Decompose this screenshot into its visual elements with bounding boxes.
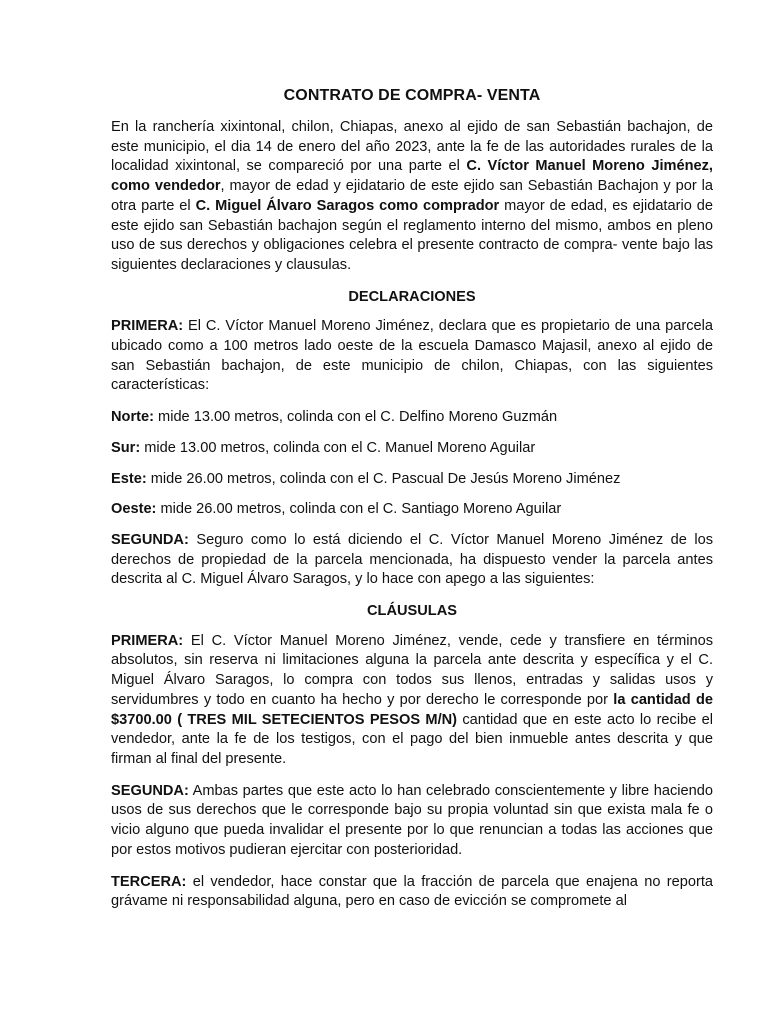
clausulas-heading: CLÁUSULAS	[367, 603, 457, 620]
buyer-name: C. Miguel Álvaro Saragos como comprador	[195, 197, 500, 214]
declaracion-primera-label: PRIMERA:	[111, 318, 184, 335]
clausula-segunda-label: SEGUNDA:	[111, 782, 189, 799]
clausula-primera: PRIMERA: El C. Víctor Manuel Moreno Jiménez, vende, cede y transfiere en términos absolutos, sin reserva ni limitaciones alguna la parcela ante descrita y específica y el C. Miguel Álvaro Saragos, lo compra con todos sus llenos, entradas y salidas usos y servidumbres y todo en cuanto ha hecho y por derecho le corresponde por la cantidad de $3700.00 ( TRES MIL SETECIENTOS PESOS M/N) cantidad que en este acto lo recibe el vendedor, ante la fe de los testigos, con el pago del bien inmueble antes descrita y que firman al final del presente.	[111, 632, 713, 767]
boundary-sur: Sur: mide 13.00 metros, colinda con el C. Manuel Moreno Aguilar	[111, 439, 536, 456]
document-title: CONTRATO DE COMPRA- VENTA	[283, 87, 541, 104]
clausula-tercera: TERCERA: el vendedor, hace constar que la fracción de parcela que enajena no reporta grávame ni responsabilidad alguna, pero en caso de evicción se compromete al	[111, 873, 713, 910]
declaraciones-heading: DECLARACIONES	[348, 288, 476, 305]
declaracion-segunda-label: SEGUNDA:	[111, 531, 189, 548]
intro-paragraph: En la ranchería xixintonal, chilon, Chiapas, anexo al ejido de san Sebastián bachajon, de este municipio, el dia 14 de enero del año 2023, ante la fe de las autoridades rurales de la localidad xixintonal, se compareció por una parte el C. Víctor Manuel Moreno Jiménez, como vendedor, mayor de edad y ejidatario de este ejido san Sebastián Bachajon y por la otra parte el C. Miguel Álvaro Saragos como comprador mayor de edad, es ejidatario de este ejido san Sebastián bachajon según el reglamento interno del mismo, ambos en pleno uso de sus derechos y obligaciones celebra el presente contracto de compra- vente bajo las siguientes declaraciones y clausulas.	[111, 119, 713, 273]
clausula-tercera-label: TERCERA:	[111, 873, 187, 890]
declaracion-segunda: SEGUNDA: Seguro como lo está diciendo el C. Víctor Manuel Moreno Jiménez de los derechos de propiedad de la parcela mencionada, ha dispuesto vender la parcela antes descrita al C. Miguel Álvaro Saragos, y lo hace con apego a las siguientes:	[111, 531, 713, 588]
boundary-este: Este: mide 26.00 metros, colinda con el C. Pascual De Jesús Moreno Jiménez	[111, 470, 621, 487]
boundary-norte: Norte: mide 13.00 metros, colinda con el C. Delfino Moreno Guzmán	[111, 409, 558, 426]
seller-name: C. Víctor Manuel Moreno Jiménez, como vendedor	[111, 158, 713, 195]
clausula-primera-label: PRIMERA:	[111, 632, 184, 649]
declaracion-primera: PRIMERA: El C. Víctor Manuel Moreno Jiménez, declara que es propietario de una parcela ubicado como a 100 metros lado oeste de la escuela Damasco Majasil, anexo al ejido de san Sebastián bachajon, de este municipio de chilon, Chiapas, con las siguientes características:	[111, 318, 713, 394]
price-amount: la cantidad de $3700.00 ( TRES MIL SETECIENTOS PESOS M/N)	[111, 691, 713, 728]
clausula-segunda: SEGUNDA: Ambas partes que este acto lo han celebrado conscientemente y libre haciendo usos de sus derechos que le corresponde bajo su propia voluntad sin que exista mala fe o vicio alguno que pueda invalidar el presente por lo que renuncian a todas las acciones que por estos motivos pudieran ejercitar con posterioridad.	[111, 782, 713, 858]
document-body	[111, 86, 713, 924]
boundary-oeste: Oeste: mide 26.00 metros, colinda con el C. Santiago Moreno Aguilar	[111, 501, 562, 518]
